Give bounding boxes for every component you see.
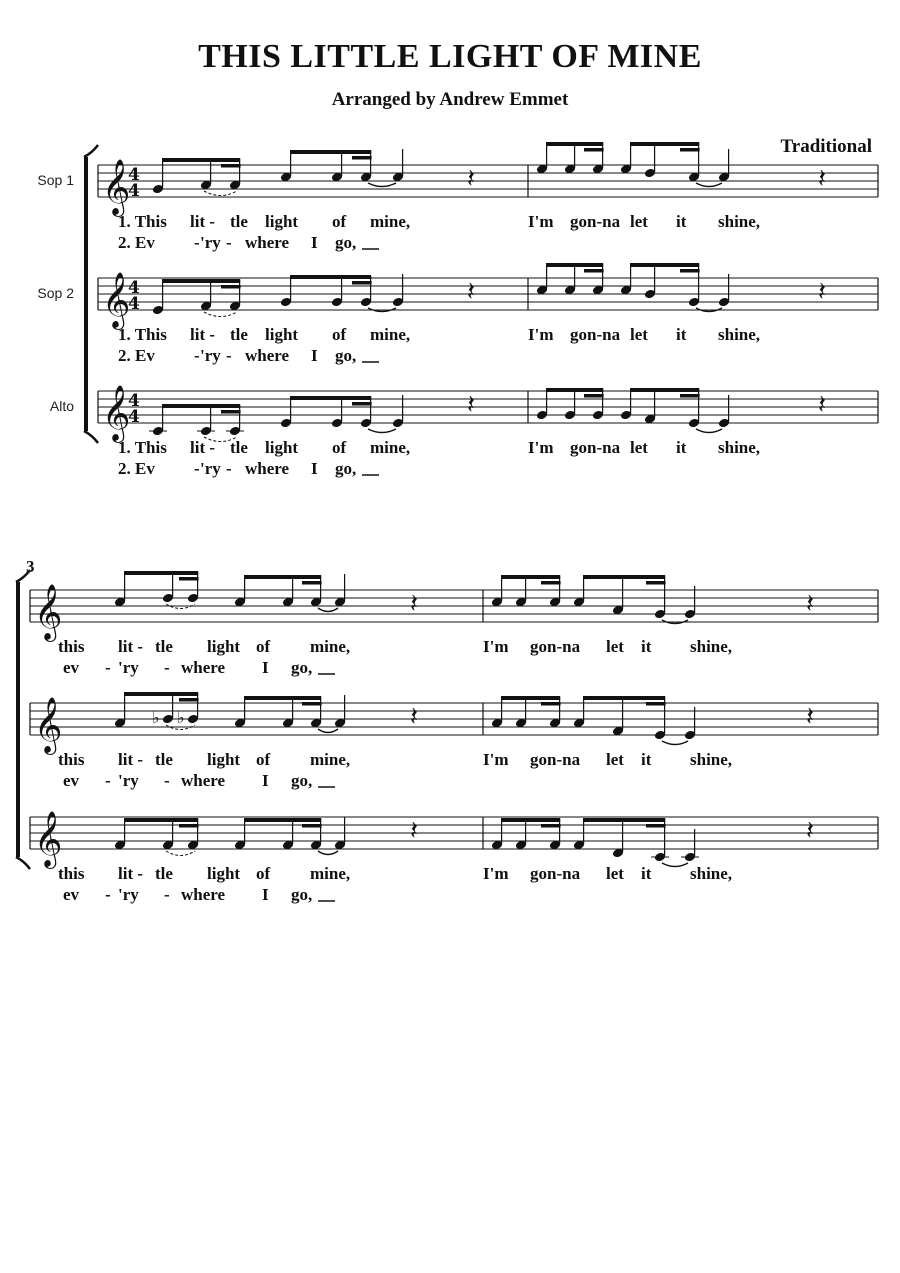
quarter-rest-icon: 𝄽 <box>467 390 475 420</box>
treble-clef-icon: 𝄞 <box>34 811 63 867</box>
lyric-verse1: I'm <box>528 325 554 344</box>
time-signature-bottom: 4 <box>128 407 140 427</box>
lyric-verse2: go, <box>335 459 357 478</box>
lyric-verse1: light <box>265 438 299 457</box>
system-bracket <box>84 157 88 431</box>
lyric-verse2: I <box>311 233 318 252</box>
dashed-slur <box>204 312 237 317</box>
quarter-rest-icon: 𝄽 <box>806 816 814 846</box>
treble-clef-icon: 𝄞 <box>34 697 63 753</box>
beam-secondary <box>541 824 561 828</box>
lyric-verse1: of <box>332 438 347 457</box>
beam <box>583 696 665 700</box>
tie <box>368 183 396 187</box>
tie <box>662 863 688 867</box>
arranger-credit: Arranged by Andrew Emmet <box>331 89 569 110</box>
beam-secondary <box>584 394 604 398</box>
lyric-verse1: tle <box>230 438 248 457</box>
lyric-verse1: shine, <box>690 637 733 656</box>
beam-secondary <box>680 394 700 398</box>
system-2 <box>16 570 878 901</box>
time-signature-top: 4 <box>128 278 140 298</box>
staff-sop-2 <box>30 692 878 787</box>
flat-icon: ♭ <box>177 708 185 727</box>
measure-number: 3 <box>26 557 35 576</box>
lyric-verse1: gon-na <box>570 325 621 344</box>
lyric-verse1: let <box>630 325 648 344</box>
lyric-verse1: gon-na <box>530 750 581 769</box>
quarter-rest-icon: 𝄽 <box>467 277 475 307</box>
part-label: Sop 2 <box>37 285 74 301</box>
lyric-verse2: go, <box>291 658 313 677</box>
lyric-verse1: lit - <box>190 325 216 344</box>
lyric-verse2: 'ry <box>200 346 221 365</box>
lyric-verse2: ev <box>63 885 80 904</box>
part-label: Alto <box>49 398 74 414</box>
lyric-verse1: of <box>332 325 347 344</box>
beam <box>630 142 699 146</box>
lyric-verse1: light <box>265 325 299 344</box>
lyric-verse1: tle <box>155 637 173 656</box>
lyric-verse1: mine, <box>310 864 351 883</box>
lyric-verse1: this <box>58 750 85 769</box>
lyric-verse1: 1. This <box>118 325 167 344</box>
lyric-verse1: let <box>606 864 624 883</box>
bracket-bottom-curl <box>16 857 30 869</box>
time-signature-top: 4 <box>128 165 140 185</box>
lyric-verse2: - <box>164 658 170 677</box>
quarter-rest-icon: 𝄽 <box>818 277 826 307</box>
lyric-verse1: it <box>641 750 652 769</box>
lyric-verse1: tle <box>230 325 248 344</box>
treble-clef-icon: 𝄞 <box>102 385 131 441</box>
beam <box>630 263 699 267</box>
lyric-verse1: let <box>606 637 624 656</box>
lyric-verse2: 'ry <box>118 658 139 677</box>
beam-secondary <box>646 702 666 706</box>
time-signature-top: 4 <box>128 391 140 411</box>
tie <box>696 429 722 433</box>
lyric-verse1: it <box>641 637 652 656</box>
beam <box>583 575 665 579</box>
beam-secondary <box>680 148 700 152</box>
tie <box>318 729 338 733</box>
lyric-verse2: - <box>105 658 111 677</box>
lyric-verse2: ev <box>63 658 80 677</box>
lyric-verse1: mine, <box>310 750 351 769</box>
beam-secondary <box>179 698 199 702</box>
beam-secondary <box>221 410 241 414</box>
beam-secondary <box>352 156 372 160</box>
lyric-verse1: I'm <box>528 438 554 457</box>
lyric-verse2: I <box>311 459 318 478</box>
beam <box>244 818 321 822</box>
lyric-verse1: of <box>256 637 271 656</box>
lyric-verse1: of <box>332 212 347 231</box>
lyric-verse2: - <box>164 885 170 904</box>
lyric-verse1: gon-na <box>530 637 581 656</box>
beam-secondary <box>352 402 372 406</box>
bracket-top-curl <box>84 145 98 157</box>
lyric-verse1: I'm <box>483 750 509 769</box>
lyric-verse2: 2. Ev <box>118 346 155 365</box>
treble-clef-icon: 𝄞 <box>34 584 63 640</box>
beam <box>162 279 240 283</box>
lyric-verse1: 1. This <box>118 212 167 231</box>
flat-icon: ♭ <box>152 708 160 727</box>
staff-sop-1 <box>30 571 878 674</box>
beam <box>501 575 560 579</box>
lyric-verse2: 'ry <box>118 885 139 904</box>
system-1 <box>84 142 878 475</box>
lyric-verse1: let <box>630 438 648 457</box>
beam <box>290 150 371 154</box>
lyric-verse1: it <box>676 438 687 457</box>
beam <box>162 158 240 162</box>
lyric-verse1: let <box>606 750 624 769</box>
beam <box>290 396 371 400</box>
lyric-verse2: where <box>181 658 226 677</box>
beam-secondary <box>352 281 372 285</box>
beam <box>501 818 560 822</box>
beam <box>546 388 603 392</box>
lyric-verse1: tle <box>230 212 248 231</box>
beam-secondary <box>646 581 666 585</box>
lyric-verse2: - <box>226 459 232 478</box>
part-label: Sop 1 <box>37 172 74 188</box>
beam-secondary <box>302 702 322 706</box>
dashed-slur <box>166 851 195 856</box>
lyric-verse2: go, <box>335 233 357 252</box>
beam <box>124 571 198 575</box>
lyric-verse2: - <box>194 233 200 252</box>
lyric-verse2: - <box>105 885 111 904</box>
beam-secondary <box>541 581 561 585</box>
lyric-verse2: 'ry <box>200 233 221 252</box>
score-title: THIS LITTLE LIGHT OF MINE <box>198 38 702 75</box>
beam <box>124 818 198 822</box>
lyric-verse1: gon-na <box>570 438 621 457</box>
treble-clef-icon: 𝄞 <box>102 159 131 215</box>
lyric-verse2: I <box>262 885 269 904</box>
lyric-verse1: mine, <box>310 637 351 656</box>
tie <box>368 429 396 433</box>
lyric-verse1: tle <box>155 864 173 883</box>
lyric-verse1: let <box>630 212 648 231</box>
lyric-verse2: where <box>181 771 226 790</box>
lyric-verse1: this <box>58 637 85 656</box>
system-bracket <box>16 582 20 857</box>
lyric-verse1: of <box>256 750 271 769</box>
lyric-verse1: tle <box>155 750 173 769</box>
lyric-verse1: gon-na <box>530 864 581 883</box>
lyric-verse2: 'ry <box>200 459 221 478</box>
lyric-verse2: - <box>194 346 200 365</box>
beam <box>583 818 665 822</box>
lyric-verse2: 2. Ev <box>118 233 155 252</box>
lyric-verse1: lit - <box>118 864 144 883</box>
beam-secondary <box>302 824 322 828</box>
lyric-verse1: lit - <box>118 750 144 769</box>
lyric-verse1: I'm <box>483 864 509 883</box>
beam <box>124 692 198 696</box>
beam-secondary <box>221 285 241 289</box>
lyric-verse2: where <box>245 346 290 365</box>
bracket-bottom-curl <box>84 431 98 443</box>
lyric-verse1: mine, <box>370 212 411 231</box>
lyric-verse2: go, <box>291 885 313 904</box>
lyric-verse2: ev <box>63 771 80 790</box>
lyric-verse1: light <box>265 212 299 231</box>
time-signature-bottom: 4 <box>128 181 140 201</box>
beam <box>162 404 240 408</box>
lyric-verse2: - <box>226 346 232 365</box>
beam <box>546 142 603 146</box>
lyric-verse1: it <box>676 325 687 344</box>
lyric-verse1: shine, <box>690 864 733 883</box>
beam-secondary <box>179 824 199 828</box>
composer-credit: Traditional <box>780 136 872 157</box>
lyric-verse1: light <box>207 750 241 769</box>
lyric-verse1: mine, <box>370 438 411 457</box>
quarter-rest-icon: 𝄽 <box>806 702 814 732</box>
lyric-verse1: of <box>256 864 271 883</box>
tie <box>662 741 688 745</box>
lyric-verse2: I <box>262 658 269 677</box>
beam <box>501 696 560 700</box>
lyric-verse2: 'ry <box>118 771 139 790</box>
beam <box>546 263 603 267</box>
tie <box>318 608 338 612</box>
lyric-verse1: 1. This <box>118 438 167 457</box>
beam-secondary <box>541 702 561 706</box>
beam-secondary <box>646 824 666 828</box>
beam <box>290 275 371 279</box>
quarter-rest-icon: 𝄽 <box>410 702 418 732</box>
treble-clef-icon: 𝄞 <box>102 272 131 328</box>
tie <box>696 183 722 187</box>
lyric-verse1: lit - <box>190 212 216 231</box>
lyric-verse1: lit - <box>190 438 216 457</box>
beam <box>244 575 321 579</box>
lyric-verse2: where <box>245 233 290 252</box>
lyric-verse2: go, <box>291 771 313 790</box>
quarter-rest-icon: 𝄽 <box>818 390 826 420</box>
lyric-verse1: lit - <box>118 637 144 656</box>
lyric-verse2: I <box>262 771 269 790</box>
lyric-verse2: I <box>311 346 318 365</box>
lyric-verse2: - <box>194 459 200 478</box>
tie <box>318 851 338 855</box>
quarter-rest-icon: 𝄽 <box>410 816 418 846</box>
lyric-verse2: 2. Ev <box>118 459 155 478</box>
lyric-verse2: - <box>105 771 111 790</box>
lyric-verse1: gon-na <box>570 212 621 231</box>
lyric-verse1: shine, <box>718 325 761 344</box>
lyric-verse1: shine, <box>718 212 761 231</box>
lyric-verse2: - <box>164 771 170 790</box>
beam <box>630 388 699 392</box>
dashed-slur <box>204 191 237 196</box>
lyric-verse1: I'm <box>528 212 554 231</box>
lyric-verse2: where <box>181 885 226 904</box>
lyric-verse1: I'm <box>483 637 509 656</box>
lyric-verse2: - <box>226 233 232 252</box>
beam-secondary <box>221 164 241 168</box>
beam-secondary <box>179 577 199 581</box>
quarter-rest-icon: 𝄽 <box>410 589 418 619</box>
lyric-verse2: where <box>245 459 290 478</box>
lyric-verse1: shine, <box>718 438 761 457</box>
beam-secondary <box>584 148 604 152</box>
lyric-verse1: this <box>58 864 85 883</box>
beam-secondary <box>302 581 322 585</box>
beam <box>244 696 321 700</box>
lyric-verse2: go, <box>335 346 357 365</box>
lyric-verse1: shine, <box>690 750 733 769</box>
lyric-verse1: light <box>207 864 241 883</box>
lyric-verse1: mine, <box>370 325 411 344</box>
lyric-verse1: it <box>641 864 652 883</box>
lyric-verse1: it <box>676 212 687 231</box>
lyric-verse1: light <box>207 637 241 656</box>
beam-secondary <box>680 269 700 273</box>
time-signature-bottom: 4 <box>128 294 140 314</box>
quarter-rest-icon: 𝄽 <box>818 164 826 194</box>
quarter-rest-icon: 𝄽 <box>467 164 475 194</box>
quarter-rest-icon: 𝄽 <box>806 589 814 619</box>
beam-secondary <box>584 269 604 273</box>
staff-alto <box>30 817 878 901</box>
